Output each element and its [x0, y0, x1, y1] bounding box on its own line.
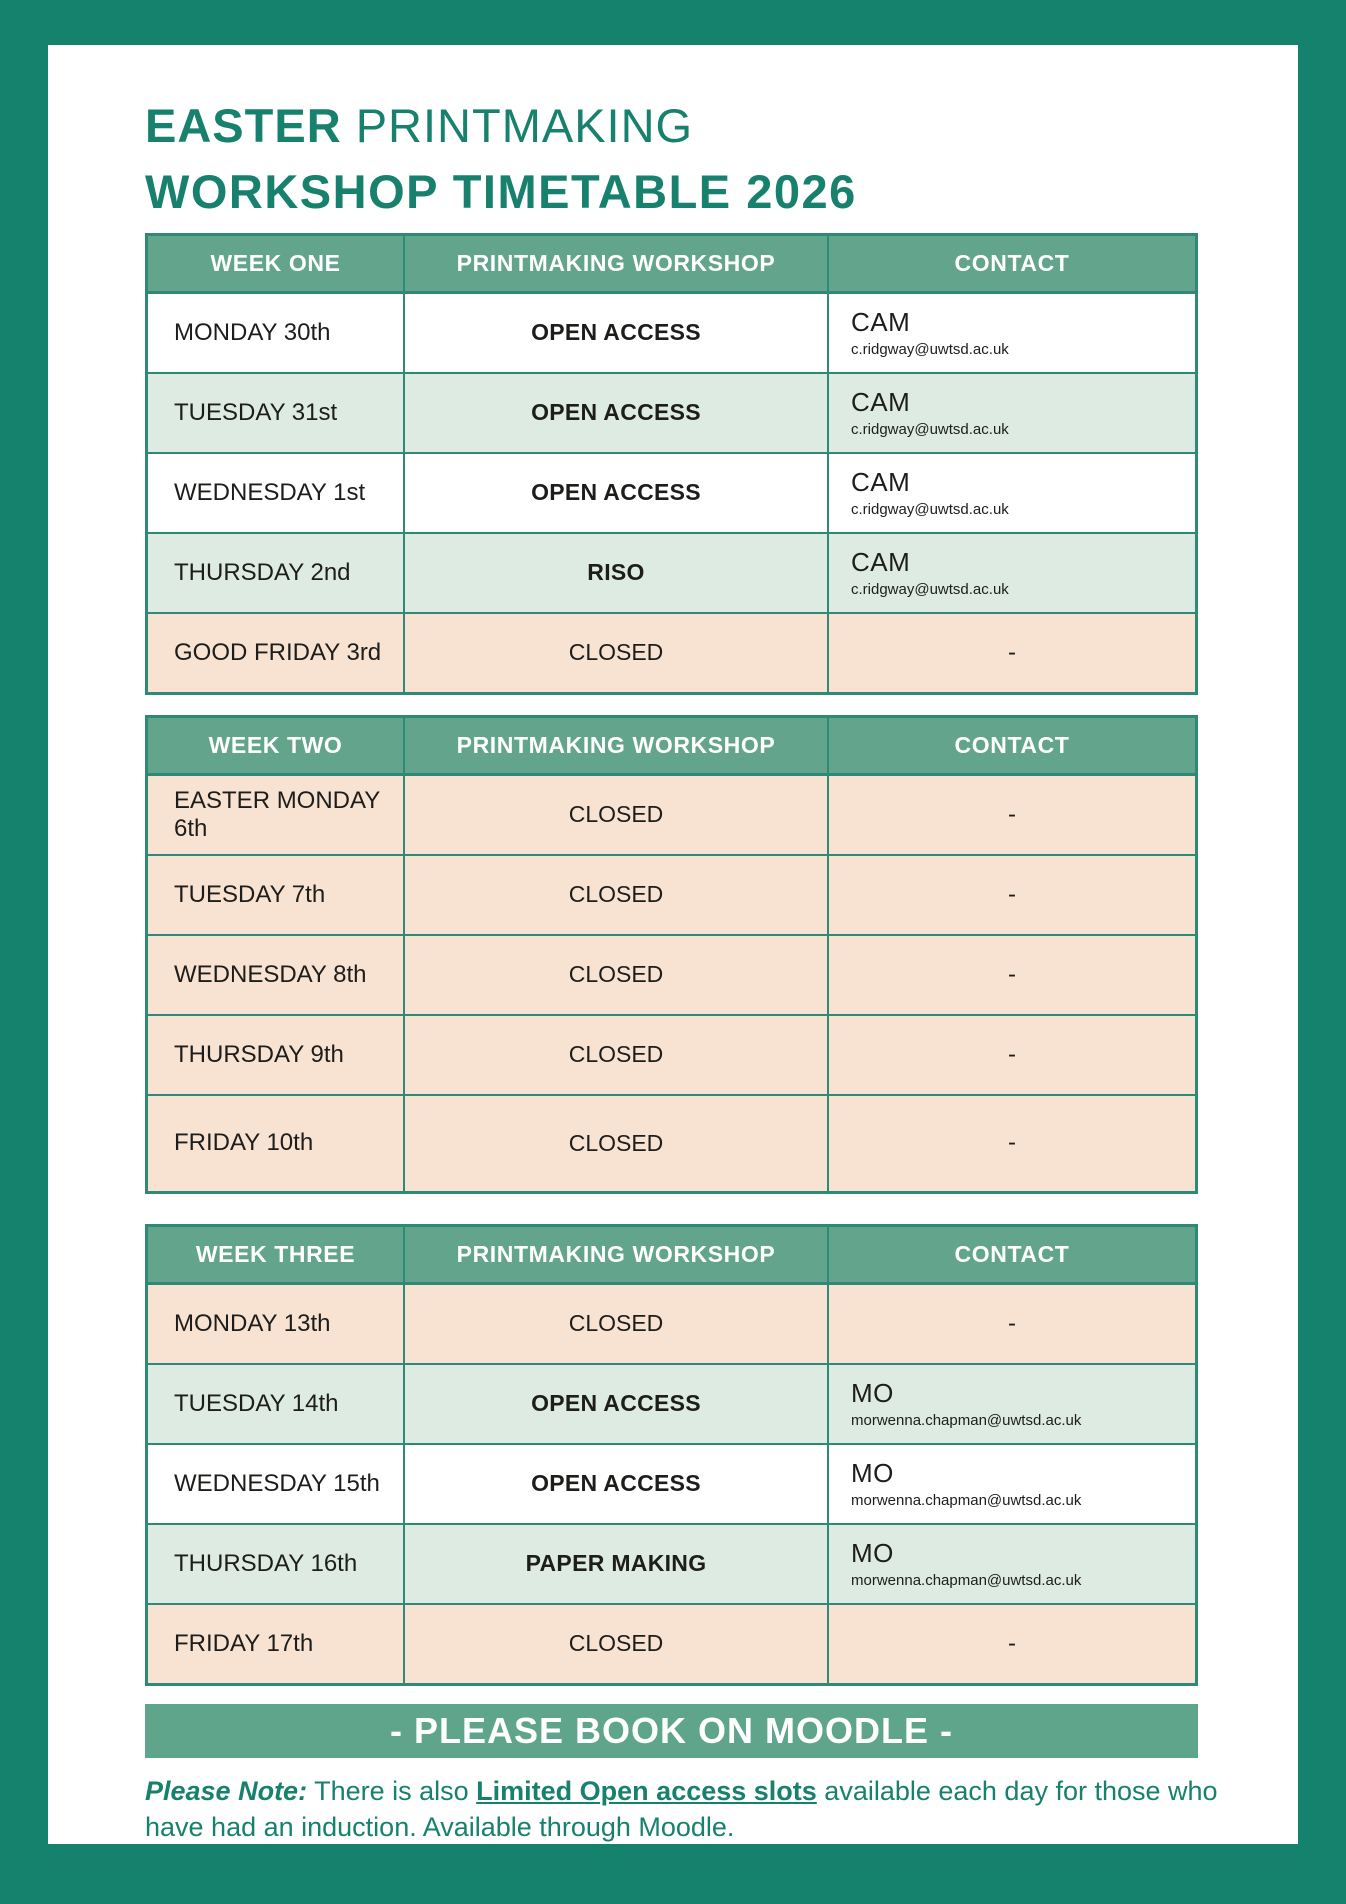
header-cell-week: WEEK THREE	[195, 1240, 356, 1267]
contact-cell	[827, 1365, 1195, 1443]
contact-name: CAM	[851, 387, 911, 418]
day-cell: FRIDAY 17th	[174, 1629, 314, 1657]
day-cell: THURSDAY 16th	[174, 1549, 358, 1577]
day-cell: THURSDAY 2nd	[174, 558, 351, 586]
contact-cell	[827, 374, 1195, 452]
day-cell: FRIDAY 10th	[174, 1129, 314, 1157]
table-row	[148, 1523, 1195, 1603]
week-one-header-row	[148, 236, 1195, 292]
contact-cell	[827, 1525, 1195, 1603]
contact-cell	[827, 534, 1195, 612]
table-row	[148, 372, 1195, 452]
workshop-cell: CLOSED	[403, 776, 827, 854]
contact-cell: -	[827, 1605, 1195, 1683]
workshop-cell: CLOSED	[403, 614, 827, 692]
day-cell: EASTER MONDAY 6th	[174, 786, 380, 842]
contact-cell	[827, 1445, 1195, 1523]
note-mid: There is also	[307, 1775, 477, 1806]
header-cell-workshop: PRINTMAKING WORKSHOP	[403, 1227, 827, 1282]
header-cell-workshop: PRINTMAKING WORKSHOP	[403, 718, 827, 773]
contact-name: CAM	[851, 547, 911, 578]
workshop-cell: PAPER MAKING	[403, 1525, 827, 1603]
day-cell: WEDNESDAY 1st	[174, 478, 366, 506]
timetable-week-three	[145, 1224, 1198, 1686]
contact-cell: -	[827, 856, 1195, 934]
please-note-text	[145, 1773, 1220, 1844]
table-row	[148, 1283, 1195, 1363]
contact-cell	[827, 294, 1195, 372]
note-highlight: Limited Open access slots	[476, 1775, 817, 1806]
table-row	[148, 774, 1195, 854]
workshop-cell: OPEN ACCESS	[403, 454, 827, 532]
day-cell: TUESDAY 14th	[174, 1389, 339, 1417]
day-cell: MONDAY 13th	[174, 1309, 331, 1337]
workshop-cell: RISO	[403, 534, 827, 612]
table-row	[148, 1094, 1195, 1191]
contact-name: MO	[851, 1378, 894, 1409]
poster-page	[48, 45, 1298, 1844]
day-cell: GOOD FRIDAY 3rd	[174, 638, 382, 666]
page-title	[145, 93, 1198, 225]
day-cell: TUESDAY 7th	[174, 880, 326, 908]
contact-cell: -	[827, 1096, 1195, 1191]
contact-email: c.ridgway@uwtsd.ac.uk	[851, 501, 1009, 519]
workshop-cell: OPEN ACCESS	[403, 294, 827, 372]
contact-email: morwenna.chapman@uwtsd.ac.uk	[851, 1492, 1082, 1510]
workshop-cell: OPEN ACCESS	[403, 1445, 827, 1523]
workshop-cell: CLOSED	[403, 1285, 827, 1363]
table-row	[148, 1603, 1195, 1683]
note-suffix: available each day for those who have had an induction. Available through Moodle.	[145, 1775, 1218, 1843]
day-cell: MONDAY 30th	[174, 318, 331, 346]
contact-email: morwenna.chapman@uwtsd.ac.uk	[851, 1572, 1082, 1590]
header-cell-contact: CONTACT	[827, 718, 1195, 773]
day-cell: THURSDAY 9th	[174, 1040, 344, 1068]
contact-cell: -	[827, 1285, 1195, 1363]
contact-name: MO	[851, 1458, 894, 1489]
contact-name: CAM	[851, 307, 911, 338]
table-row	[148, 1363, 1195, 1443]
title-word-easter: EASTER	[145, 99, 342, 152]
week-two-header-row	[148, 718, 1195, 774]
contact-cell: -	[827, 776, 1195, 854]
title-line-1	[145, 93, 1198, 159]
table-row	[148, 1443, 1195, 1523]
day-cell: WEDNESDAY 15th	[174, 1469, 380, 1497]
contact-email: c.ridgway@uwtsd.ac.uk	[851, 421, 1009, 439]
table-row	[148, 1014, 1195, 1094]
contact-name: MO	[851, 1538, 894, 1569]
contact-cell: -	[827, 614, 1195, 692]
title-line-2: WORKSHOP TIMETABLE 2026	[145, 164, 857, 218]
table-row	[148, 452, 1195, 532]
header-cell-contact: CONTACT	[827, 1227, 1195, 1282]
workshop-cell: CLOSED	[403, 936, 827, 1014]
book-on-moodle-banner	[145, 1704, 1198, 1758]
timetable-week-two	[145, 715, 1198, 1194]
workshop-cell: CLOSED	[403, 1605, 827, 1683]
week-three-header-row	[148, 1227, 1195, 1283]
workshop-cell: CLOSED	[403, 856, 827, 934]
table-row	[148, 854, 1195, 934]
table-row	[148, 532, 1195, 612]
day-cell: WEDNESDAY 8th	[174, 960, 367, 988]
header-cell-week: WEEK TWO	[208, 731, 343, 758]
header-cell-week: WEEK ONE	[210, 249, 341, 276]
contact-email: c.ridgway@uwtsd.ac.uk	[851, 341, 1009, 359]
workshop-cell: OPEN ACCESS	[403, 1365, 827, 1443]
contact-email: morwenna.chapman@uwtsd.ac.uk	[851, 1412, 1082, 1430]
timetable-week-one	[145, 233, 1198, 695]
contact-cell: -	[827, 1016, 1195, 1094]
contact-name: CAM	[851, 467, 911, 498]
contact-email: c.ridgway@uwtsd.ac.uk	[851, 581, 1009, 599]
day-cell: TUESDAY 31st	[174, 398, 338, 426]
workshop-cell: OPEN ACCESS	[403, 374, 827, 452]
table-row	[148, 612, 1195, 692]
table-row	[148, 934, 1195, 1014]
header-cell-contact: CONTACT	[827, 236, 1195, 291]
header-cell-workshop: PRINTMAKING WORKSHOP	[403, 236, 827, 291]
banner-text: - PLEASE BOOK ON MOODLE -	[389, 1709, 953, 1751]
title-word-printmaking: PRINTMAKING	[341, 99, 694, 152]
table-row	[148, 292, 1195, 372]
workshop-cell: CLOSED	[403, 1096, 827, 1191]
contact-cell	[827, 454, 1195, 532]
note-prefix: Please Note:	[145, 1775, 308, 1806]
workshop-cell: CLOSED	[403, 1016, 827, 1094]
contact-cell: -	[827, 936, 1195, 1014]
